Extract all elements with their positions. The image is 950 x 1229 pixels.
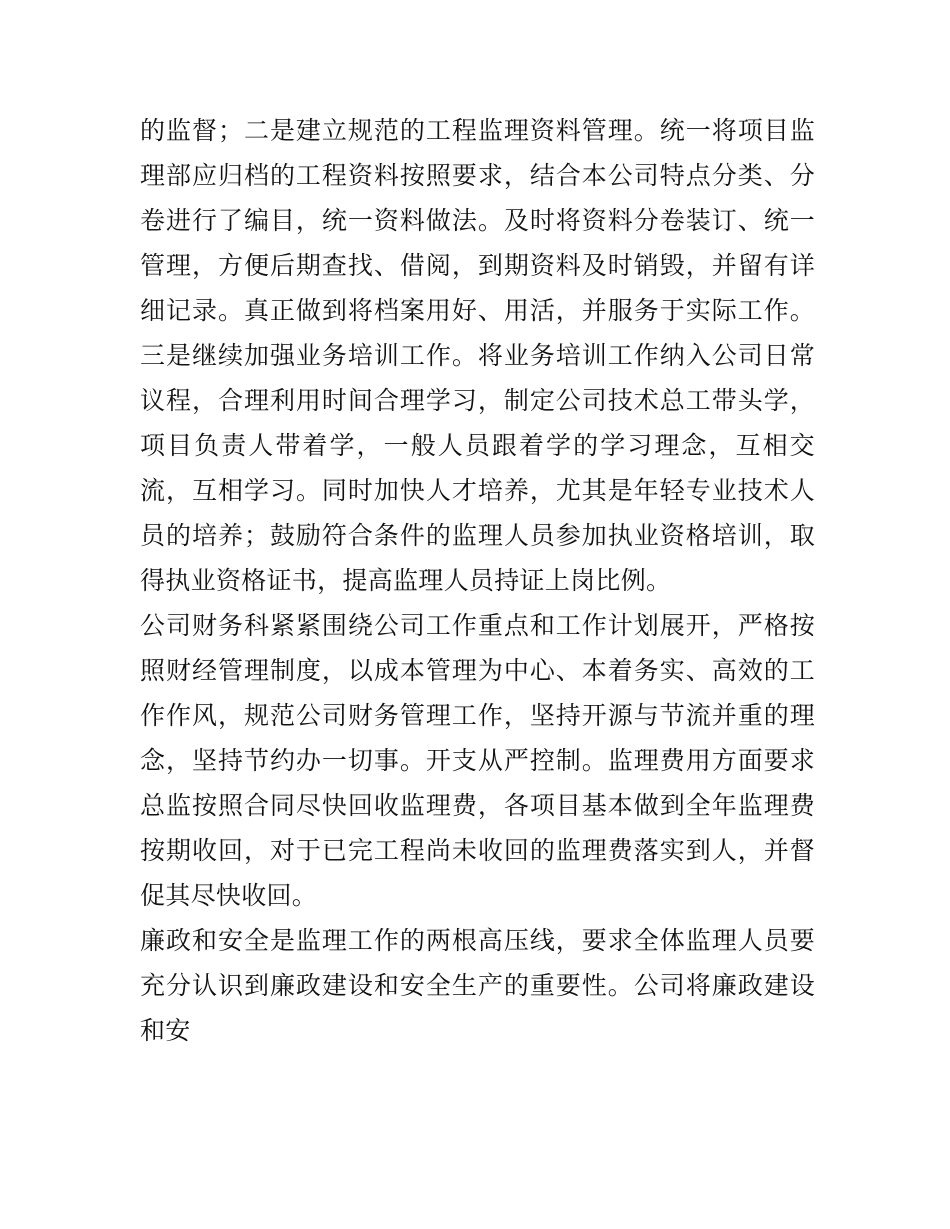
paragraph-records-training: 的监督；二是建立规范的工程监理资料管理。统一将项目监理部应归档的工程资料按照要求，结合本公司特点分类、分卷进行了编目，统一资料做法。及时将资料分卷装订、统一管理，方便后期查找、借阅，到期资料及时销毁，并留有详细记录。真正做到将档案用好、用活，并服务于实际工作。三是继续加强业务培训工作。将业务培训工作纳入公司日常议程，合理利用时间合理学习，制定公司技术总工带头学，项目负责人带着学，一般人员跟着学的学习理念，互相交流，互相学习。同时加快人才培养，尤其是年轻专业技术人员的培养；鼓励符合条件的监理人员参加执业资格培训，取得执业资格证书，提高监理人员持证上岗比例。: [140, 116, 815, 595]
paragraph-finance: 公司财务科紧紧围绕公司工作重点和工作计划展开，严格按照财经管理制度，以成本管理为中心、本着务实、高效的工作作风，规范公司财务管理工作，坚持开源与节流并重的理念，坚持节约办一切事。开支从严控制。监理费用方面要求总监按照合同尽快回收监理费，各项目基本做到全年监理费按期收回，对于已完工程尚未收回的监理费落实到人，并督促其尽快收回。: [140, 611, 815, 910]
document-body: [140, 108, 815, 1053]
paragraph-integrity-safety: 廉政和安全是监理工作的两根高压线，要求全体监理人员要充分认识到廉政建设和安全生产的重要性。公司将廉政建设和安: [140, 926, 815, 1045]
